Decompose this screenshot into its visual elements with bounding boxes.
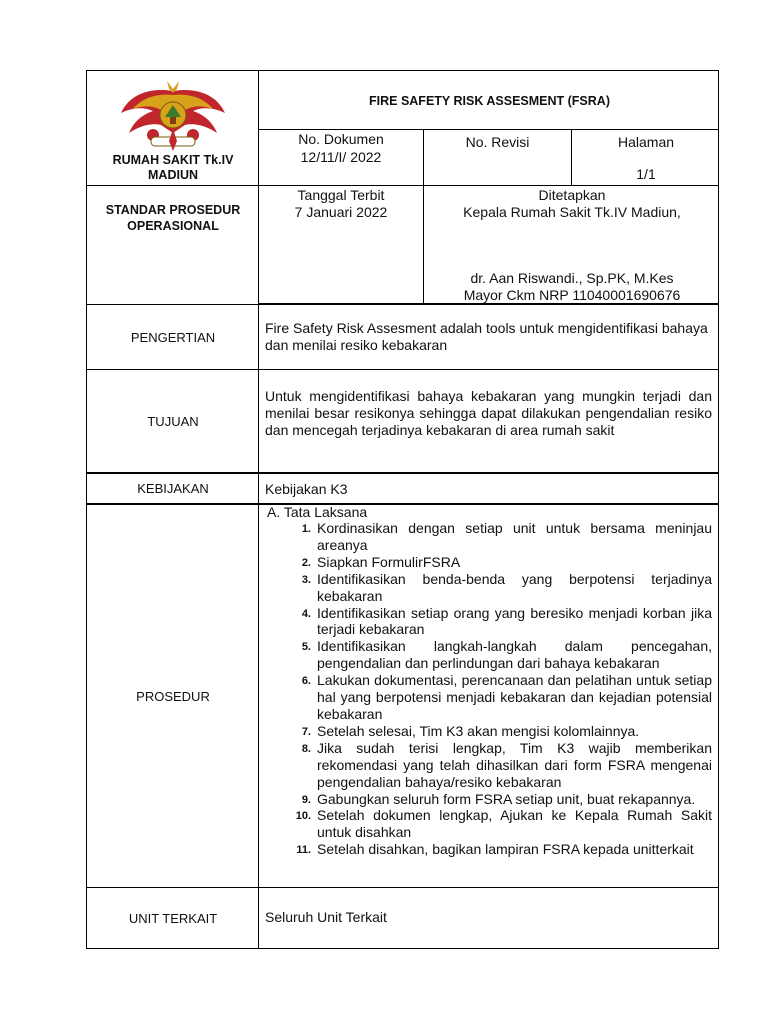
step-number: 9. (301, 793, 311, 806)
list-item (267, 605, 712, 639)
unit-terkait-label: UNIT TERKAIT (128, 911, 218, 926)
prosedur-content (267, 504, 712, 858)
step-number: 3. (301, 573, 311, 586)
document-title: FIRE SAFETY RISK ASSESMENT (FSRA) (369, 93, 610, 108)
step-text: Setelah dokumen lengkap, Ajukan ke Kepala Rumah Sakit untuk disahkan (317, 807, 712, 841)
list-item (267, 740, 712, 791)
tujuan-label: TUJUAN (147, 413, 199, 429)
step-number: 2. (301, 556, 311, 569)
pengertian-text: Fire Safety Risk Assesment adalah tools untuk mengidentifikasi bahaya dan menilai resiko kebakaran (265, 320, 708, 353)
step-number: 11. (296, 844, 311, 857)
step-text: Identifikasikan benda-benda yang berpotensi terjadinya kebakaran (317, 570, 712, 604)
grid-line (87, 185, 259, 186)
ditetapkan-by: Kepala Rumah Sakit Tk.IV Madiun, (463, 204, 681, 220)
signer-rank: Mayor Ckm NRP 11040001690676 (463, 287, 681, 303)
grid-line (258, 185, 719, 186)
step-text: Lakukan dokumentasi, perencanaan dan pelatihan untuk setiap hal yang berpotensi menjadi kebakaran dan kejadian potensial kebakaran (317, 672, 712, 722)
step-text: Kordinasikan dengan setiap unit untuk bersama meninjau areanya (317, 520, 712, 553)
prosedur-label: PROSEDUR (136, 688, 210, 704)
step-number: 7. (301, 725, 311, 738)
prosedur-heading: A. Tata Laksana (267, 504, 368, 520)
step-text: Setelah disahkan, bagikan lampiran FSRA kepada unitterkait (317, 841, 694, 858)
tanggal-terbit-label: Tanggal Terbit (297, 187, 385, 203)
tujuan-text: Untuk mengidentifikasi bahaya kebakaran yang mungkin terjadi dan menilai besar resikonya sehingga dapat dilakukan pengendalian resiko dan mencegah terjadinya kebakaran di area rumah sakit (265, 388, 712, 438)
step-text: Identifikasikan setiap orang yang beresiko menjadi korban jika terjadi kebakaran (317, 604, 712, 638)
step-text: Identifikasikan langkah-langkah dalam pencegahan, pengendalian dan perlindungan dari bahaya kebakaran (317, 638, 712, 672)
step-number: 5. (301, 641, 311, 654)
list-item (267, 723, 712, 740)
sop-document-table (86, 70, 719, 949)
ditetapkan-label: Ditetapkan (538, 187, 606, 203)
step-number: 10. (295, 810, 311, 823)
no-dokumen-value: 12/11/I/ 2022 (300, 149, 382, 165)
list-item (267, 520, 712, 554)
hospital-logo (119, 77, 227, 153)
list-item (267, 571, 712, 605)
pengertian-label: PENGERTIAN (130, 329, 216, 345)
step-number: 1. (301, 523, 311, 535)
tanggal-terbit-value: 7 Januari 2022 (294, 204, 388, 220)
list-item (267, 841, 712, 858)
hospital-name: RUMAH SAKIT Tk.IV MADIUN (112, 153, 234, 182)
no-revisi-label: No. Revisi (465, 134, 530, 150)
step-text: Gabungkan seluruh form FSRA setiap unit, buat rekapannya. (317, 790, 696, 807)
halaman-label: Halaman (617, 134, 675, 150)
prosedur-steps (267, 520, 712, 858)
step-text: Siapkan FormulirFSRA (317, 553, 461, 570)
list-item (267, 672, 712, 723)
sop-label: STANDAR PROSEDUR OPERASIONAL (105, 203, 241, 233)
halaman-value: 1/1 (636, 166, 656, 182)
step-number: 6. (301, 675, 311, 688)
kebijakan-label: KEBIJAKAN (137, 481, 209, 496)
step-text: Jika sudah terisi lengkap, Tim K3 wajib memberikan rekomendasi yang telah dihasilkan dari form FSRA mengenai pengendalian bahaya/resiko kebakaran (317, 739, 712, 790)
step-text: Setelah selesai, Tim K3 akan mengisi kolomlainnya. (317, 722, 640, 739)
no-dokumen-label: No. Dokumen (298, 131, 384, 147)
step-number: 4. (301, 607, 311, 620)
list-item (267, 807, 712, 841)
unit-terkait-text: Seluruh Unit Terkait (265, 909, 387, 925)
step-number: 8. (301, 742, 311, 755)
kebijakan-text: Kebijakan K3 (265, 481, 348, 497)
list-item (267, 791, 712, 808)
eagle-emblem-icon (119, 77, 227, 153)
list-item (267, 638, 712, 672)
list-item (267, 554, 712, 571)
signer-name: dr. Aan Riswandi., Sp.PK, M.Kes (470, 270, 674, 286)
